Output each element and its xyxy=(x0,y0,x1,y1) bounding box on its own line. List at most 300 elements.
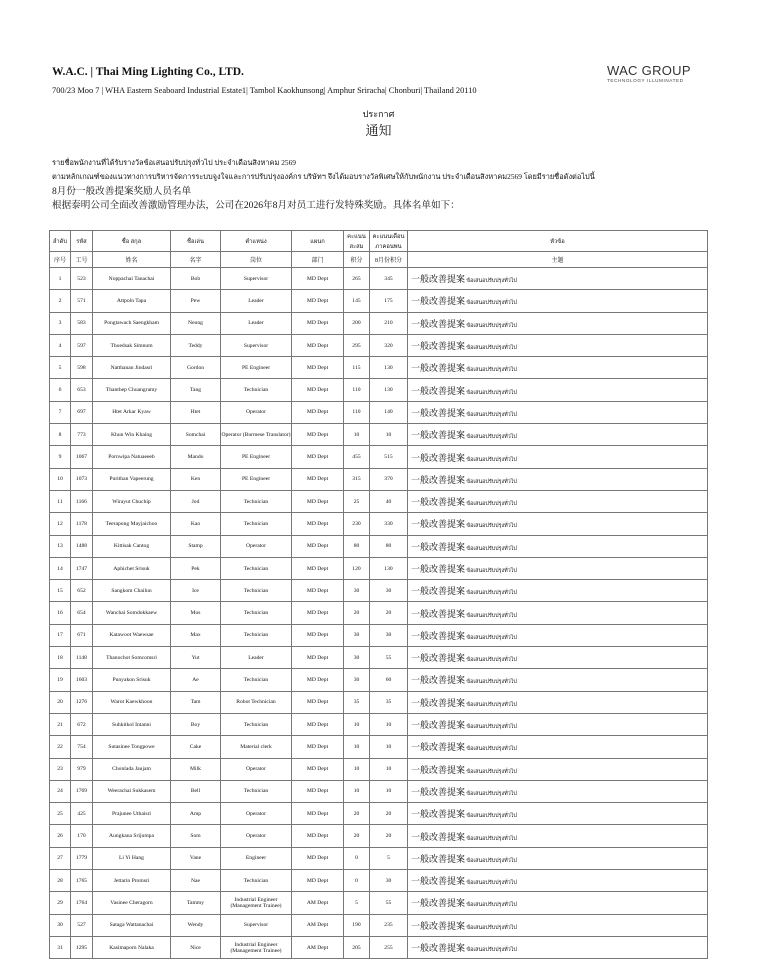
topic-thai: ข้อเสนอปรับปรุงทั่วไป xyxy=(466,300,517,307)
employee-name: Attpoln Tapa xyxy=(93,290,171,312)
row-number: 8 xyxy=(50,424,71,446)
nickname: Ae xyxy=(171,669,221,691)
employee-id: 653 xyxy=(71,379,93,401)
nickname: Pew xyxy=(171,290,221,312)
department: MD Dept xyxy=(292,401,344,423)
nickname: Max xyxy=(171,624,221,646)
nickname: Milk xyxy=(171,758,221,780)
row-number: 10 xyxy=(50,468,71,490)
table-row xyxy=(50,557,708,579)
accumulated-score: 30 xyxy=(344,624,370,646)
position: Technician xyxy=(221,379,292,401)
row-number: 31 xyxy=(50,936,71,958)
topic xyxy=(408,691,708,713)
month-score: 30 xyxy=(370,580,408,602)
employee-id: 598 xyxy=(71,357,93,379)
employee-id: 697 xyxy=(71,401,93,423)
accumulated-score: 20 xyxy=(344,825,370,847)
topic-chinese: 一般改善提案 xyxy=(411,608,466,619)
nickname: Stamp xyxy=(171,535,221,557)
nickname: Gordon xyxy=(171,357,221,379)
topic-thai: ข้อเสนอปรับปรุงทั่วไป xyxy=(466,434,517,441)
nickname: Jod xyxy=(171,490,221,512)
employee-name: Teerapong Mayjaichoo xyxy=(93,513,171,535)
row-number: 25 xyxy=(50,803,71,825)
notice-title-thai: ประกาศ xyxy=(362,109,395,119)
topic xyxy=(408,401,708,423)
topic xyxy=(408,914,708,936)
topic xyxy=(408,602,708,624)
nickname: Teddy xyxy=(171,334,221,356)
topic-chinese: 一般改善提案 xyxy=(411,898,466,909)
topic-thai: ข้อเสนอปรับปรุงทั่วไป xyxy=(466,813,517,820)
col-header: ลำดับ xyxy=(50,231,71,252)
accumulated-score: 265 xyxy=(344,268,370,290)
month-score: 210 xyxy=(370,312,408,334)
employee-name: Sutasinee Tongpowe xyxy=(93,736,171,758)
position: Operator xyxy=(221,803,292,825)
accumulated-score: 0 xyxy=(344,870,370,892)
nickname: Tammy xyxy=(171,892,221,914)
employee-name: Thanthep Chuangramy xyxy=(93,379,171,401)
table-row xyxy=(50,334,708,356)
department: MD Dept xyxy=(292,870,344,892)
topic xyxy=(408,892,708,914)
department: MD Dept xyxy=(292,580,344,602)
topic-thai: ข้อเสนอปรับปรุงทั่วไป xyxy=(466,768,517,775)
topic-chinese: 一般改善提案 xyxy=(411,920,466,931)
table-row xyxy=(50,914,708,936)
employee-id: 1178 xyxy=(71,513,93,535)
accumulated-score: 25 xyxy=(344,490,370,512)
table-row xyxy=(50,290,708,312)
table-row xyxy=(50,647,708,669)
topic-thai: ข้อเสนอปรับปรุงทั่วไป xyxy=(466,746,517,753)
nickname: Somchai xyxy=(171,424,221,446)
topic xyxy=(408,669,708,691)
table-row xyxy=(50,468,708,490)
accumulated-score: 200 xyxy=(344,312,370,334)
nickname: Nice xyxy=(171,936,221,958)
accumulated-score: 20 xyxy=(344,602,370,624)
accumulated-score: 30 xyxy=(344,580,370,602)
nickname: Vane xyxy=(171,847,221,869)
position: Leader xyxy=(221,290,292,312)
row-number: 14 xyxy=(50,557,71,579)
month-score: 30 xyxy=(370,624,408,646)
col-header: 姓名 xyxy=(93,252,171,268)
accumulated-score: 455 xyxy=(344,446,370,468)
department: MD Dept xyxy=(292,490,344,512)
topic-thai: ข้อเสนอปรับปรุงทั่วไป xyxy=(466,790,517,797)
department: MD Dept xyxy=(292,557,344,579)
topic-chinese: 一般改善提案 xyxy=(411,497,466,508)
table-row xyxy=(50,736,708,758)
col-header: ตำแหน่ง xyxy=(221,231,292,252)
topic xyxy=(408,290,708,312)
row-number: 13 xyxy=(50,535,71,557)
col-header: 积分 xyxy=(344,252,370,268)
topic xyxy=(408,424,708,446)
topic-chinese: 一般改善提案 xyxy=(411,318,466,329)
topic-chinese: 一般改善提案 xyxy=(411,541,466,552)
row-number: 1 xyxy=(50,268,71,290)
topic-chinese: 一般改善提案 xyxy=(411,831,466,842)
row-number: 30 xyxy=(50,914,71,936)
nickname: Amp xyxy=(171,803,221,825)
topic-chinese: 一般改善提案 xyxy=(411,385,466,396)
department: MD Dept xyxy=(292,758,344,780)
topic xyxy=(408,780,708,802)
position: Technician xyxy=(221,780,292,802)
employee-name: Punyakon Srisuk xyxy=(93,669,171,691)
topic-thai: ข้อเสนอปรับปรุงทั่วไป xyxy=(466,947,517,954)
row-number: 23 xyxy=(50,758,71,780)
employee-id: 1747 xyxy=(71,557,93,579)
topic xyxy=(408,446,708,468)
table-header-chinese xyxy=(50,252,708,268)
topic-chinese: 一般改善提案 xyxy=(411,586,466,597)
row-number: 22 xyxy=(50,736,71,758)
month-score: 140 xyxy=(370,401,408,423)
table-row xyxy=(50,691,708,713)
topic xyxy=(408,557,708,579)
topic-chinese: 一般改善提案 xyxy=(411,519,466,530)
department: MD Dept xyxy=(292,713,344,735)
table-row xyxy=(50,580,708,602)
employee-id: 527 xyxy=(71,914,93,936)
notice-paragraph-chinese-1: 8月份一般改善提案奖励人员名单 xyxy=(52,186,192,197)
employee-name: Jettarin Promsri xyxy=(93,870,171,892)
col-header: ชื่อ สกุล xyxy=(93,231,171,252)
col-header: 主题 xyxy=(408,252,708,268)
topic-thai: ข้อเสนอปรับปรุงทั่วไป xyxy=(466,634,517,641)
department: MD Dept xyxy=(292,535,344,557)
position: Industrial Engineer (Management Trainee) xyxy=(221,892,292,914)
topic-chinese: 一般改善提案 xyxy=(411,876,466,887)
notice-title-chinese: 通知 xyxy=(365,123,392,138)
table-row xyxy=(50,535,708,557)
accumulated-score: 205 xyxy=(344,936,370,958)
nickname: Tang xyxy=(171,379,221,401)
employee-name: Noppachai Tanachai xyxy=(93,268,171,290)
row-number: 21 xyxy=(50,713,71,735)
department: MD Dept xyxy=(292,357,344,379)
topic-chinese: 一般改善提案 xyxy=(411,697,466,708)
position: Technician xyxy=(221,490,292,512)
row-number: 11 xyxy=(50,490,71,512)
department: MD Dept xyxy=(292,468,344,490)
employee-id: 652 xyxy=(71,580,93,602)
position: Operator (Burmese Translator) xyxy=(221,424,292,446)
position: Operator xyxy=(221,825,292,847)
table-body xyxy=(50,268,708,959)
topic-chinese: 一般改善提案 xyxy=(411,653,466,664)
topic xyxy=(408,535,708,557)
row-number: 12 xyxy=(50,513,71,535)
month-score: 330 xyxy=(370,513,408,535)
employee-name: Chonlada Jaujam xyxy=(93,758,171,780)
topic-thai: ข้อเสนอปรับปรุงทั่วไป xyxy=(466,657,517,664)
month-score: 370 xyxy=(370,468,408,490)
position: Technician xyxy=(221,513,292,535)
topic-thai: ข้อเสนอปรับปรุงทั่วไป xyxy=(466,545,517,552)
employee-name: Prajunee Uthaisri xyxy=(93,803,171,825)
department: MD Dept xyxy=(292,446,344,468)
employee-name: Pornwipa Natuaeeeb xyxy=(93,446,171,468)
accumulated-score: 30 xyxy=(344,647,370,669)
employee-name: Kasimaporn Nalaka xyxy=(93,936,171,958)
accumulated-score: 10 xyxy=(344,758,370,780)
topic-chinese: 一般改善提案 xyxy=(411,742,466,753)
employee-id: 654 xyxy=(71,602,93,624)
month-score: 40 xyxy=(370,490,408,512)
employee-id: 671 xyxy=(71,624,93,646)
topic-thai: ข้อเสนอปรับปรุงทั่วไป xyxy=(466,835,517,842)
topic-thai: ข้อเสนอปรับปรุงทั่วไป xyxy=(466,612,517,619)
logo-wordmark: WAC GROUP xyxy=(607,63,691,78)
month-score: 20 xyxy=(370,602,408,624)
row-number: 16 xyxy=(50,602,71,624)
row-number: 15 xyxy=(50,580,71,602)
topic-thai: ข้อเสนอปรับปรุงทั่วไป xyxy=(466,278,517,285)
topic-chinese: 一般改善提案 xyxy=(411,630,466,641)
topic-chinese: 一般改善提案 xyxy=(411,296,466,307)
col-header: 岗位 xyxy=(221,252,292,268)
employee-name: Katawoot Waewsae xyxy=(93,624,171,646)
topic xyxy=(408,624,708,646)
row-number: 6 xyxy=(50,379,71,401)
topic xyxy=(408,847,708,869)
col-header: 8月份积分 xyxy=(370,252,408,268)
table-row xyxy=(50,892,708,914)
topic xyxy=(408,936,708,958)
position: Robot Technician xyxy=(221,691,292,713)
employee-name: Sataga Wattanachai xyxy=(93,914,171,936)
topic-thai: ข้อเสนอปรับปรุงทั่วไป xyxy=(466,389,517,396)
table-row xyxy=(50,936,708,958)
accumulated-score: 30 xyxy=(344,669,370,691)
topic xyxy=(408,736,708,758)
position: Technician xyxy=(221,557,292,579)
row-number: 3 xyxy=(50,312,71,334)
employee-name: Natthanan Jindasri xyxy=(93,357,171,379)
row-number: 29 xyxy=(50,892,71,914)
nickname: Neung xyxy=(171,312,221,334)
topic-chinese: 一般改善提案 xyxy=(411,675,466,686)
topic-chinese: 一般改善提案 xyxy=(411,474,466,485)
row-number: 18 xyxy=(50,647,71,669)
department: MD Dept xyxy=(292,268,344,290)
employee-name: Purithan Vapeerung xyxy=(93,468,171,490)
topic-thai: ข้อเสนอปรับปรุงทั่วไป xyxy=(466,322,517,329)
employee-name: Vasinee Cheragorn xyxy=(93,892,171,914)
topic-thai: ข้อเสนอปรับปรุงทั่วไป xyxy=(466,724,517,731)
topic-thai: ข้อเสนอปรับปรุงทั่วไป xyxy=(466,345,517,352)
month-score: 10 xyxy=(370,713,408,735)
row-number: 26 xyxy=(50,825,71,847)
position: Engineer xyxy=(221,847,292,869)
month-score: 130 xyxy=(370,379,408,401)
employee-name: Aungkana Srijumpa xyxy=(93,825,171,847)
employee-id: 597 xyxy=(71,334,93,356)
nickname: Htet xyxy=(171,401,221,423)
topic xyxy=(408,312,708,334)
accumulated-score: 190 xyxy=(344,914,370,936)
accumulated-score: 315 xyxy=(344,468,370,490)
department: AM Dept xyxy=(292,936,344,958)
topic xyxy=(408,713,708,735)
topic-chinese: 一般改善提案 xyxy=(411,943,466,954)
nickname: Tam xyxy=(171,691,221,713)
department: MD Dept xyxy=(292,669,344,691)
topic xyxy=(408,758,708,780)
nickname: Nae xyxy=(171,870,221,892)
accumulated-score: 0 xyxy=(344,847,370,869)
position: Leader xyxy=(221,312,292,334)
table-row xyxy=(50,624,708,646)
topic-thai: ข้อเสนอปรับปรุงทั่วไป xyxy=(466,523,517,530)
employee-name: Warot Kaewkhoon xyxy=(93,691,171,713)
row-number: 4 xyxy=(50,334,71,356)
employee-id: 1603 xyxy=(71,669,93,691)
notice-paragraph-thai-2: ตามหลักเกณฑ์ของแนวทางการบริหารจัดการระบบจูงใจและการปรับปรุงองค์กร บริษัทฯ จึงได้มอบรางวัลพิเศษให้กับพนักงาน ประจำเดือนสิงหาคม2569 โดยมีรายชื่อดังต่อไปนี้ xyxy=(52,172,595,181)
position: Technician xyxy=(221,602,292,624)
row-number: 27 xyxy=(50,847,71,869)
table-row xyxy=(50,490,708,512)
employee-id: 1779 xyxy=(71,847,93,869)
table-row xyxy=(50,669,708,691)
position: Industrial Engineer (Management Trainee) xyxy=(221,936,292,958)
nickname: Yut xyxy=(171,647,221,669)
month-score: 10 xyxy=(370,424,408,446)
position: PE Engineer xyxy=(221,446,292,468)
accumulated-score: 10 xyxy=(344,424,370,446)
department: AM Dept xyxy=(292,892,344,914)
topic-thai: ข้อเสนอปรับปรุงทั่วไป xyxy=(466,924,517,931)
employee-id: 672 xyxy=(71,713,93,735)
accumulated-score: 145 xyxy=(344,290,370,312)
month-score: 130 xyxy=(370,557,408,579)
row-number: 17 xyxy=(50,624,71,646)
row-number: 28 xyxy=(50,870,71,892)
topic-chinese: 一般改善提案 xyxy=(411,452,466,463)
month-score: 35 xyxy=(370,691,408,713)
table-row xyxy=(50,513,708,535)
row-number: 2 xyxy=(50,290,71,312)
table-row xyxy=(50,268,708,290)
month-score: 10 xyxy=(370,736,408,758)
nickname: Bell xyxy=(171,780,221,802)
topic-chinese: 一般改善提案 xyxy=(411,564,466,574)
topic-thai: ข้อเสนอปรับปรุงทั่วไป xyxy=(466,411,517,418)
position: Operator xyxy=(221,401,292,423)
month-score: 20 xyxy=(370,803,408,825)
month-score: 515 xyxy=(370,446,408,468)
nickname: Kao xyxy=(171,513,221,535)
employee-id: 1148 xyxy=(71,647,93,669)
topic-thai: ข้อเสนอปรับปรุงทั่วไป xyxy=(466,568,517,574)
employee-id: 425 xyxy=(71,803,93,825)
position: PE Engineer xyxy=(221,357,292,379)
nickname: Ice xyxy=(171,580,221,602)
position: Technician xyxy=(221,713,292,735)
department: MD Dept xyxy=(292,780,344,802)
employee-name: Thanochot Somcomsri xyxy=(93,647,171,669)
topic-chinese: 一般改善提案 xyxy=(411,809,466,820)
col-header: รหัส xyxy=(71,231,93,252)
topic-thai: ข้อเสนอปรับปรุงทั่วไป xyxy=(466,456,517,463)
position: Supervisor xyxy=(221,914,292,936)
row-number: 20 xyxy=(50,691,71,713)
notice-paragraph-chinese-2: 根据泰明公司全面改善激励管理办法，公司在2026年8月对员工进行发特殊奖励。具体名单如下： xyxy=(52,200,460,211)
topic xyxy=(408,513,708,535)
topic xyxy=(408,825,708,847)
topic xyxy=(408,268,708,290)
employee-id: 1488 xyxy=(71,535,93,557)
employee-id: 754 xyxy=(71,736,93,758)
col-header: คะแนนเดือน ภาคอนพน xyxy=(370,231,408,252)
col-header: 工号 xyxy=(71,252,93,268)
month-score: 10 xyxy=(370,780,408,802)
position: Operator xyxy=(221,758,292,780)
topic xyxy=(408,490,708,512)
department: AM Dept xyxy=(292,914,344,936)
topic-thai: ข้อเสนอปรับปรุงทั่วไป xyxy=(466,880,517,887)
employee-name: Wanchai Somdokkaew xyxy=(93,602,171,624)
topic-thai: ข้อเสนอปรับปรุงทั่วไป xyxy=(466,701,517,708)
employee-id: 523 xyxy=(71,268,93,290)
employee-id: 1166 xyxy=(71,490,93,512)
accumulated-score: 80 xyxy=(344,535,370,557)
employee-name: Sangkom Chailun xyxy=(93,580,171,602)
topic xyxy=(408,803,708,825)
employee-name: Wirayut Chuchip xyxy=(93,490,171,512)
month-score: 55 xyxy=(370,647,408,669)
department: MD Dept xyxy=(292,736,344,758)
table-row xyxy=(50,758,708,780)
col-header: 名字 xyxy=(171,252,221,268)
nickname: Bob xyxy=(171,268,221,290)
table-row xyxy=(50,446,708,468)
department: MD Dept xyxy=(292,290,344,312)
accumulated-score: 5 xyxy=(344,892,370,914)
department: MD Dept xyxy=(292,691,344,713)
row-number: 19 xyxy=(50,669,71,691)
table-row xyxy=(50,803,708,825)
col-header: ชื่อเล่น xyxy=(171,231,221,252)
topic-chinese: 一般改善提案 xyxy=(411,720,466,731)
table-row xyxy=(50,602,708,624)
nickname: Som xyxy=(171,825,221,847)
topic xyxy=(408,357,708,379)
topic-chinese: 一般改善提案 xyxy=(411,363,466,374)
accumulated-score: 20 xyxy=(344,803,370,825)
logo-tagline: TECHNOLOGY ILLUMINATED xyxy=(607,78,684,83)
nickname: Mos xyxy=(171,602,221,624)
table-row xyxy=(50,825,708,847)
employee-id: 1769 xyxy=(71,780,93,802)
position: Supervisor xyxy=(221,268,292,290)
company-name: W.A.C. | Thai Ming Lighting Co., LTD. xyxy=(52,66,244,78)
nickname: Mando xyxy=(171,446,221,468)
accumulated-score: 10 xyxy=(344,713,370,735)
notice-paragraph-thai-1: รายชื่อพนักงานที่ได้รับรางวัลข้อเสนอปรับปรุงทั่วไป ประจำเดือนสิงหาคม 2569 xyxy=(52,158,297,167)
department: MD Dept xyxy=(292,379,344,401)
employee-name: Suhkitkol Intanni xyxy=(93,713,171,735)
topic-chinese: 一般改善提案 xyxy=(411,430,466,441)
employee-name: Li Yi Hang xyxy=(93,847,171,869)
